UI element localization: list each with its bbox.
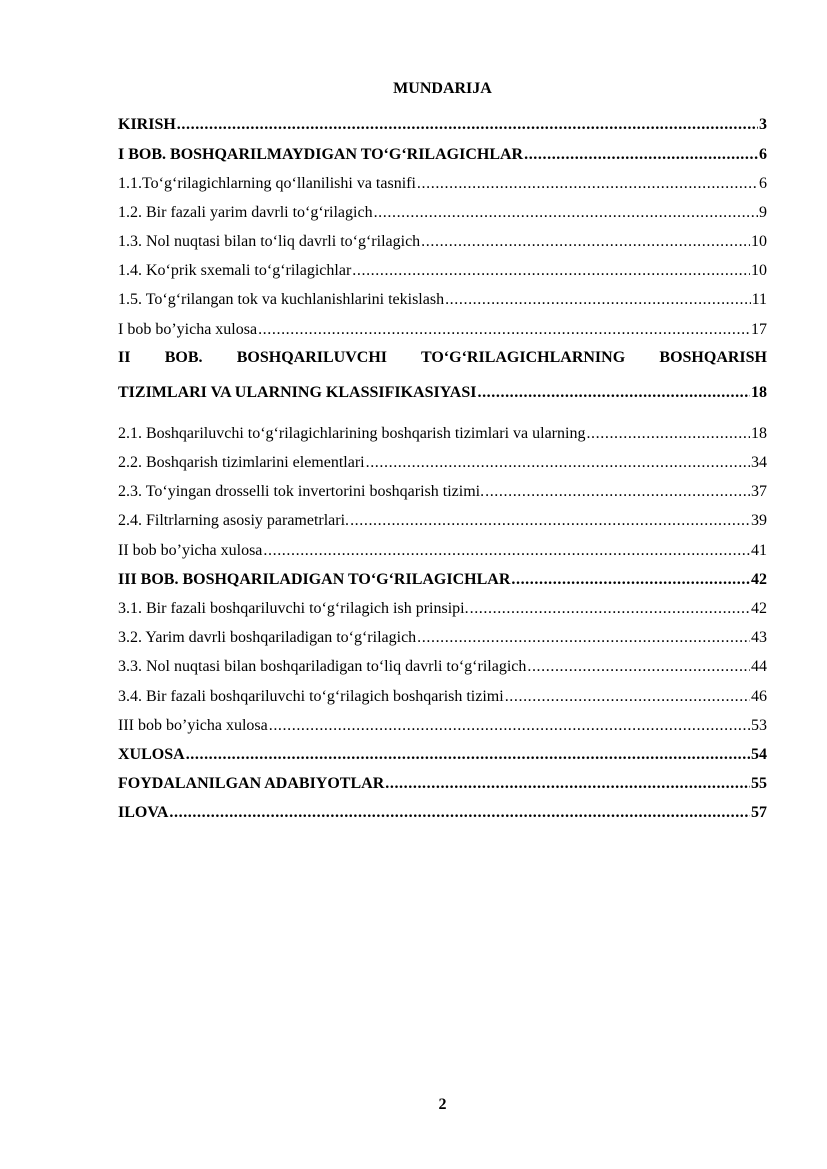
- toc-entry-page: 54: [751, 746, 767, 763]
- toc-entry-2-1[interactable]: [118, 424, 767, 444]
- toc-entry-label: I bob bo’yicha xulosa: [118, 321, 258, 338]
- toc-entry-references[interactable]: [118, 774, 767, 794]
- toc-entry-page: 17: [751, 321, 767, 338]
- toc-entry-page: 3: [759, 116, 767, 133]
- leader-dots: [258, 320, 750, 340]
- toc-entry-page: 57: [751, 804, 767, 821]
- leader-dots: [374, 203, 758, 223]
- toc-entry-chapter-1[interactable]: [118, 145, 767, 165]
- leader-dots: [186, 745, 750, 765]
- leader-dots: [477, 383, 750, 403]
- toc-entry-3-4[interactable]: [118, 687, 767, 707]
- leader-dots: [586, 424, 750, 444]
- toc-entry-label: 2.1. Boshqariluvchi to‘g‘rilagichlarining boshqarish tizimlari va ularning: [118, 425, 586, 442]
- toc-entry-label: 2.4. Filtrlarning asosiy parametrlari.: [118, 512, 350, 529]
- leader-dots: [269, 716, 750, 736]
- toc-entry-page: 10: [751, 262, 767, 279]
- toc-entry-1-1[interactable]: [118, 174, 767, 194]
- toc-entry-page: 42: [751, 571, 767, 588]
- page-number: 2: [438, 1096, 447, 1113]
- leader-dots: [470, 599, 750, 619]
- leader-dots: [421, 232, 750, 252]
- toc-entry-label: III bob bo’yicha xulosa: [118, 717, 268, 734]
- toc-entry-chapter-1-summary[interactable]: [118, 320, 767, 340]
- leader-dots: [417, 174, 758, 194]
- toc-entry-page: 9: [759, 204, 767, 221]
- toc-entry-ilova[interactable]: [118, 803, 767, 823]
- toc-entry-label: 1.4. Ko‘prik sxemali to‘g‘rilagichlar: [118, 262, 352, 279]
- toc-entry-label: ILOVA: [118, 804, 169, 821]
- toc-entry-label: I BOB. BOSHQARILMAYDIGAN TO‘G‘RILAGICHLAR: [118, 146, 524, 163]
- toc-entry-2-4[interactable]: [118, 511, 767, 531]
- toc-entry-label: 2.2. Boshqarish tizimlarini elementlari: [118, 454, 365, 471]
- leader-dots: [511, 570, 750, 590]
- toc-entry-page: 34: [751, 454, 767, 471]
- toc-entry-page: 39: [751, 512, 767, 529]
- toc-entry-2-3[interactable]: [118, 482, 767, 502]
- leader-dots: [366, 453, 750, 473]
- toc-entry-xulosa[interactable]: [118, 745, 767, 765]
- toc-entry-page: 18: [751, 425, 767, 442]
- toc-entry-page: 43: [751, 629, 767, 646]
- toc-entry-2-2[interactable]: [118, 453, 767, 473]
- toc-entry-3-2[interactable]: [118, 628, 767, 648]
- toc-entry-page: 6: [759, 146, 767, 163]
- leader-dots: [352, 261, 750, 281]
- toc-entry-label: KIRISH: [118, 116, 176, 133]
- toc-entry-label: 2.3. To‘yingan drosselli tok invertorini boshqarish tizimi.: [118, 483, 485, 500]
- toc-entry-kirish[interactable]: [118, 115, 767, 135]
- toc-entry-label: 1.3. Nol nuqtasi bilan to‘liq davrli to‘g‘rilagich: [118, 233, 421, 250]
- toc-entry-chapter-3[interactable]: [118, 570, 767, 590]
- leader-dots: [169, 803, 750, 823]
- toc-entry-label: 1.5. To‘g‘rilangan tok va kuchlanishlarini tekislash: [118, 291, 445, 308]
- leader-dots: [263, 541, 750, 561]
- page-title: MUNDARIJA: [393, 80, 492, 97]
- toc-entry-page: 11: [751, 291, 767, 308]
- leader-dots: [527, 657, 750, 677]
- toc-entry-page: 42: [751, 600, 767, 617]
- toc-entry-label: XULOSA: [118, 746, 185, 763]
- toc-entry-label: 3.1. Bir fazali boshqariluvchi to‘g‘rilagich ish prinsipi.: [118, 600, 469, 617]
- toc-entry-page: 18: [751, 384, 767, 401]
- toc-entry-chapter-2-summary[interactable]: [118, 541, 767, 561]
- toc-entry-page: 41: [751, 542, 767, 559]
- toc-entry-1-3[interactable]: [118, 232, 767, 252]
- toc-entry-chapter-3-summary[interactable]: [118, 716, 767, 736]
- toc-entry-label: 3.2. Yarim davrli boshqariladigan to‘g‘rilagich: [118, 629, 417, 646]
- leader-dots: [350, 511, 750, 531]
- leader-dots: [385, 774, 750, 794]
- toc-entry-page: 37: [751, 483, 767, 500]
- toc-entry-label: II bob bo’yicha xulosa: [118, 542, 263, 559]
- toc-entry-page: 46: [751, 688, 767, 705]
- toc-entry-3-1[interactable]: [118, 599, 767, 619]
- toc-entry-1-5[interactable]: [118, 290, 767, 310]
- toc-entry-1-4[interactable]: [118, 261, 767, 281]
- toc-entry-page: 6: [759, 175, 767, 192]
- leader-dots: [505, 687, 750, 707]
- toc-entry-label: 1.1.To‘g‘rilagichlarning qo‘llanilishi va tasnifi: [118, 175, 416, 192]
- toc-entry-1-2[interactable]: [118, 203, 767, 223]
- toc-entry-label: 1.2. Bir fazali yarim davrli to‘g‘rilagich: [118, 204, 373, 221]
- toc-entry-label: FOYDALANILGAN ADABIYOTLAR: [118, 775, 385, 792]
- toc-entry-label: II BOB. BOSHQARILUVCHI TO‘G‘RILAGICHLARNING BOSHQARISH: [118, 349, 767, 366]
- leader-dots: [177, 115, 758, 135]
- leader-dots: [445, 290, 751, 310]
- leader-dots: [417, 628, 750, 648]
- toc-entry-page: 55: [751, 775, 767, 792]
- leader-dots: [485, 482, 750, 502]
- toc-entry-label: 3.4. Bir fazali boshqariluvchi to‘g‘rilagich boshqarish tizimi: [118, 688, 504, 705]
- toc-entry-page: 53: [751, 717, 767, 734]
- toc-entry-page: 10: [751, 233, 767, 250]
- toc-entry-page: 44: [751, 658, 767, 675]
- toc-entry-chapter-2[interactable]: [118, 383, 767, 403]
- toc-entry-chapter-2-line1[interactable]: [118, 348, 767, 368]
- toc-entry-label: 3.3. Nol nuqtasi bilan boshqariladigan to‘liq davrli to‘g‘rilagich: [118, 658, 527, 675]
- toc-entry-3-3[interactable]: [118, 657, 767, 677]
- toc-entry-label: TIZIMLARI VA ULARNING KLASSIFIKASIYASI: [118, 384, 477, 401]
- leader-dots: [524, 145, 758, 165]
- toc-entry-label: III BOB. BOSHQARILADIGAN TO‘G‘RILAGICHLAR: [118, 571, 511, 588]
